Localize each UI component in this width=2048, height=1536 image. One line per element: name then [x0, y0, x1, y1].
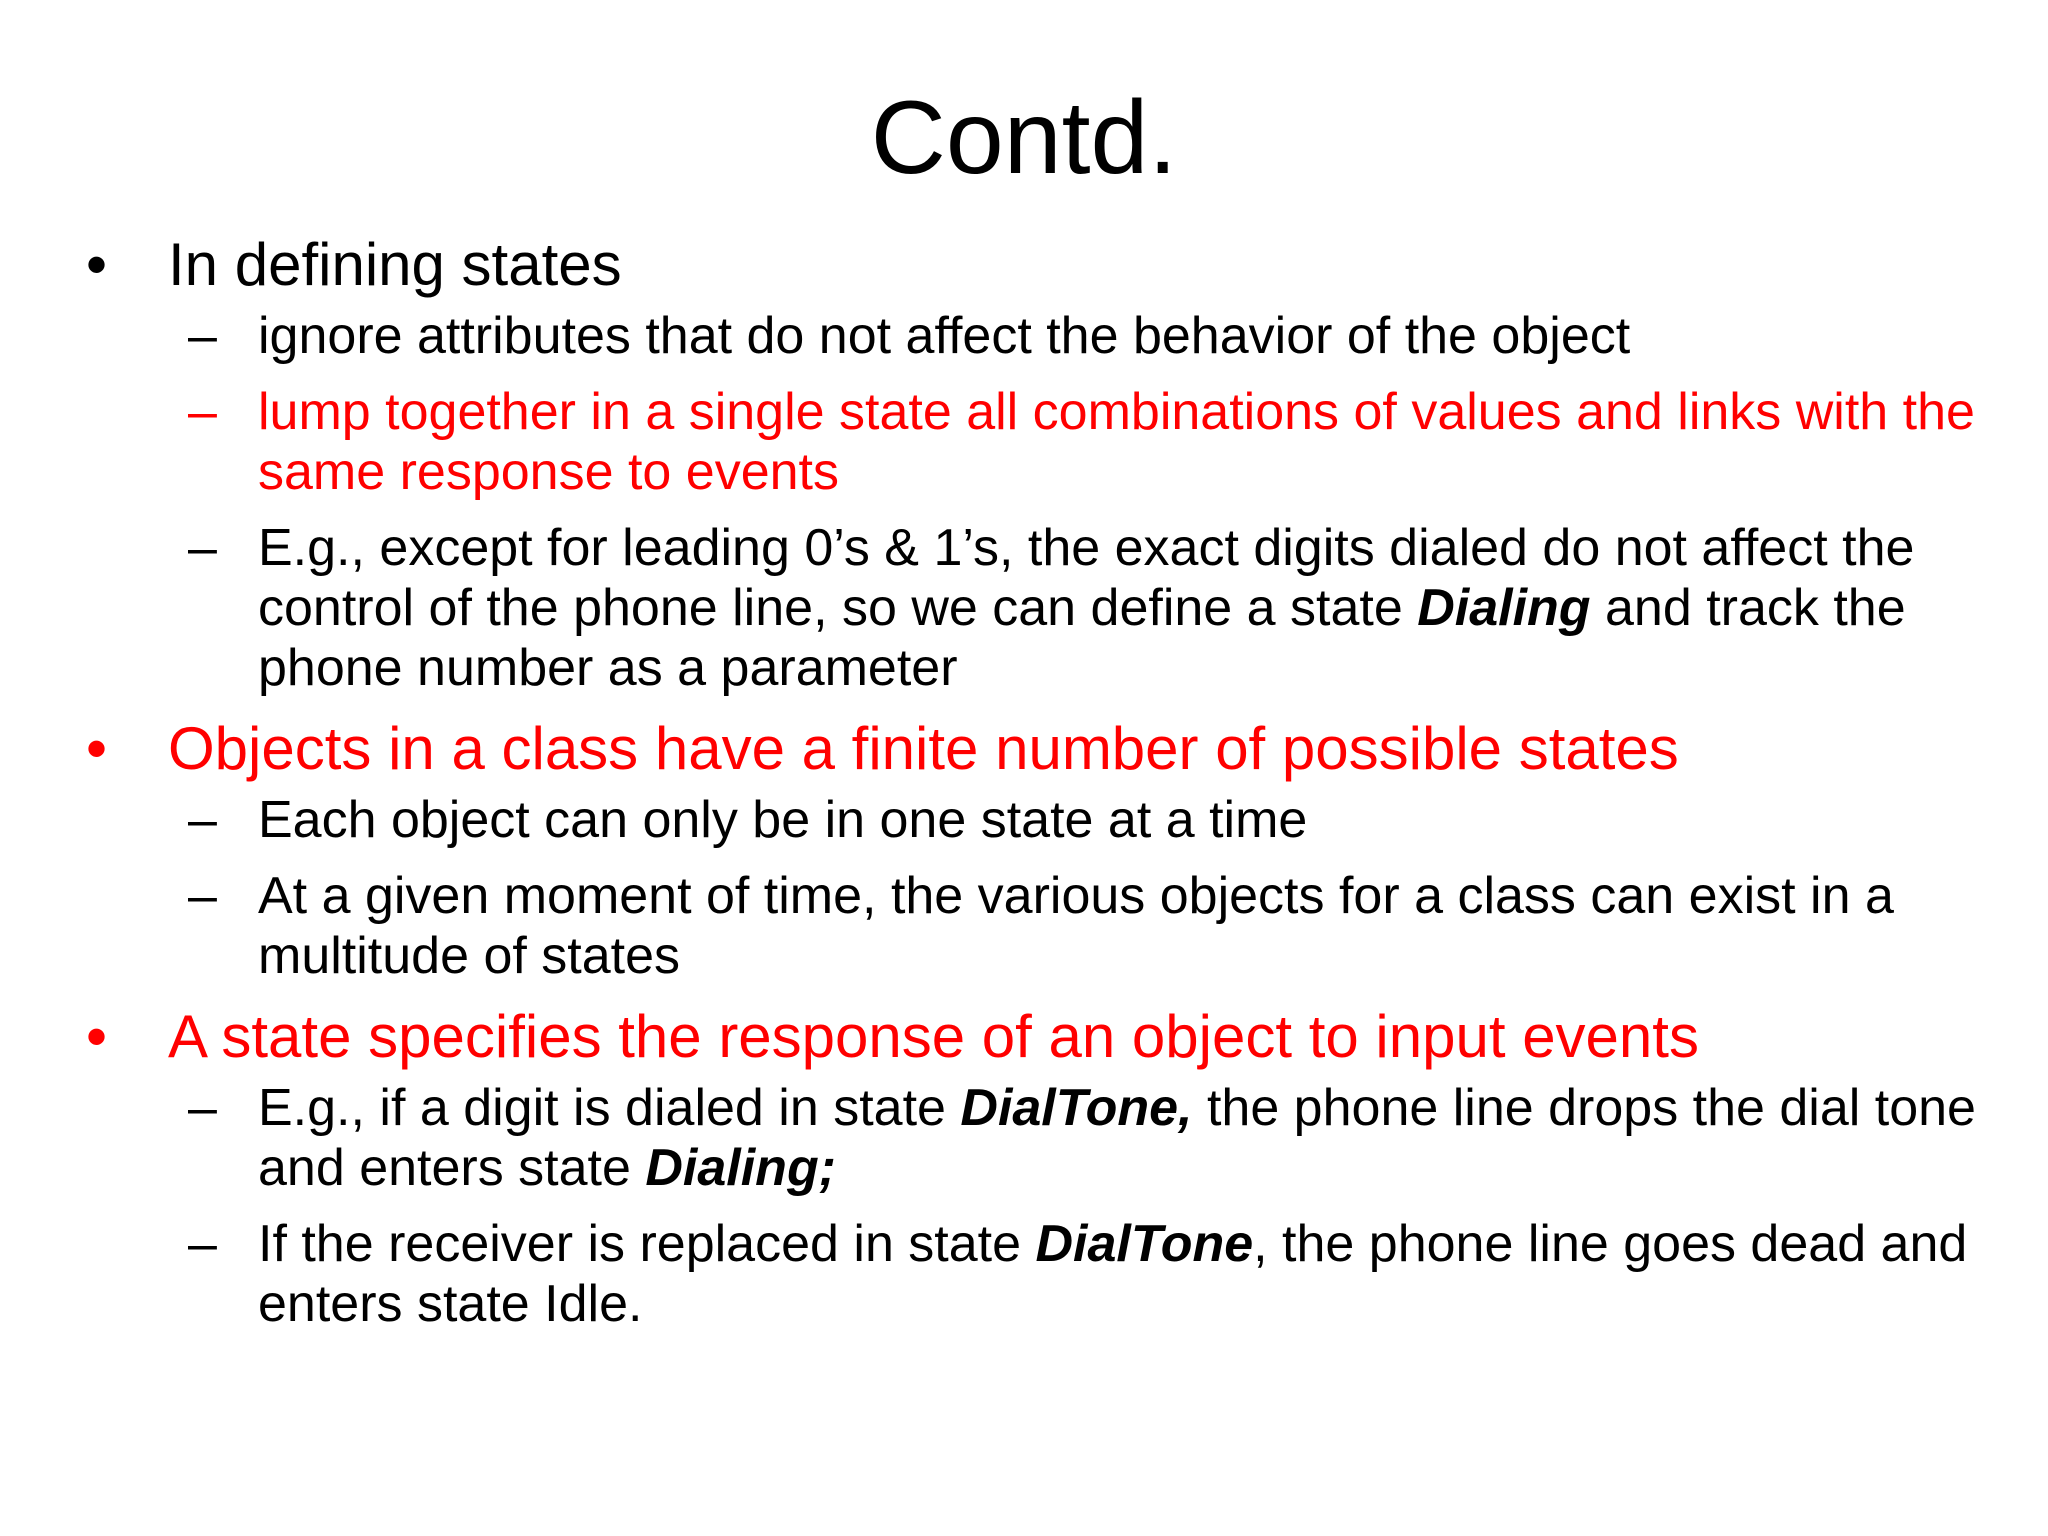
sub-bullet-text: Each object can only be in one state at a time [258, 791, 1308, 849]
bullet-state-specifies-response [0, 1002, 2048, 1072]
sub-bullet-multitude-of-states [0, 866, 2048, 986]
bullet-text: A state specifies the response of an object to input events [168, 1003, 1699, 1070]
slide-title: Contd. [870, 80, 1178, 196]
sub-bullet-text-pre: If the receiver is replaced in state [258, 1215, 1036, 1273]
bullet-finite-states [0, 714, 2048, 784]
bullet-text: In defining states [168, 231, 622, 298]
sub-bullet-text-post: , the phone line goes dead and enters state Idle. [258, 1215, 1968, 1333]
bullet-text: Objects in a class have a finite number of possible states [168, 715, 1679, 782]
slide-content [0, 230, 2048, 1350]
dash-icon: – [188, 867, 217, 925]
sub-bullet-text: lump together in a single state all combinations of values and links with the same response to events [258, 383, 1975, 501]
sub-bullet-example-dialing [0, 518, 2048, 698]
bullet-dot-icon: • [86, 715, 108, 782]
dash-icon: – [188, 1079, 217, 1137]
state-name-dialing: Dialing; [645, 1139, 837, 1197]
state-name-dialing: Dialing [1417, 579, 1591, 637]
bullet-dot-icon: • [86, 1003, 108, 1070]
dash-icon: – [188, 791, 217, 849]
dash-icon: – [188, 307, 217, 365]
sub-bullet-text-post: and track the phone number as a parameter [258, 579, 1906, 697]
state-name-dialtone: DialTone [1035, 1215, 1254, 1273]
sub-bullet-lump-together [0, 382, 2048, 502]
state-name-dialtone: DialTone, [960, 1079, 1193, 1137]
sub-bullet-ignore-attributes [0, 306, 2048, 366]
sub-bullet-one-state-at-a-time [0, 790, 2048, 850]
sub-bullet-text-pre: E.g., except for leading 0’s & 1’s, the exact digits dialed do not affect the control of the phone line, so we can define a state [258, 519, 1915, 637]
dash-icon: – [188, 519, 217, 577]
sub-bullet-text-mid: the phone line drops the dial tone and enters state [258, 1079, 1976, 1197]
bullet-in-defining-states [0, 230, 2048, 300]
sub-bullet-text: ignore attributes that do not affect the behavior of the object [258, 307, 1631, 365]
sub-bullet-example-dialtone-digit [0, 1078, 2048, 1198]
dash-icon: – [188, 383, 217, 441]
bullet-dot-icon: • [86, 231, 108, 298]
sub-bullet-example-receiver-replaced [0, 1214, 2048, 1334]
dash-icon: – [188, 1215, 217, 1273]
sub-bullet-text: At a given moment of time, the various objects for a class can exist in a multitude of states [258, 867, 1894, 985]
sub-bullet-text-pre: E.g., if a digit is dialed in state [258, 1079, 961, 1137]
